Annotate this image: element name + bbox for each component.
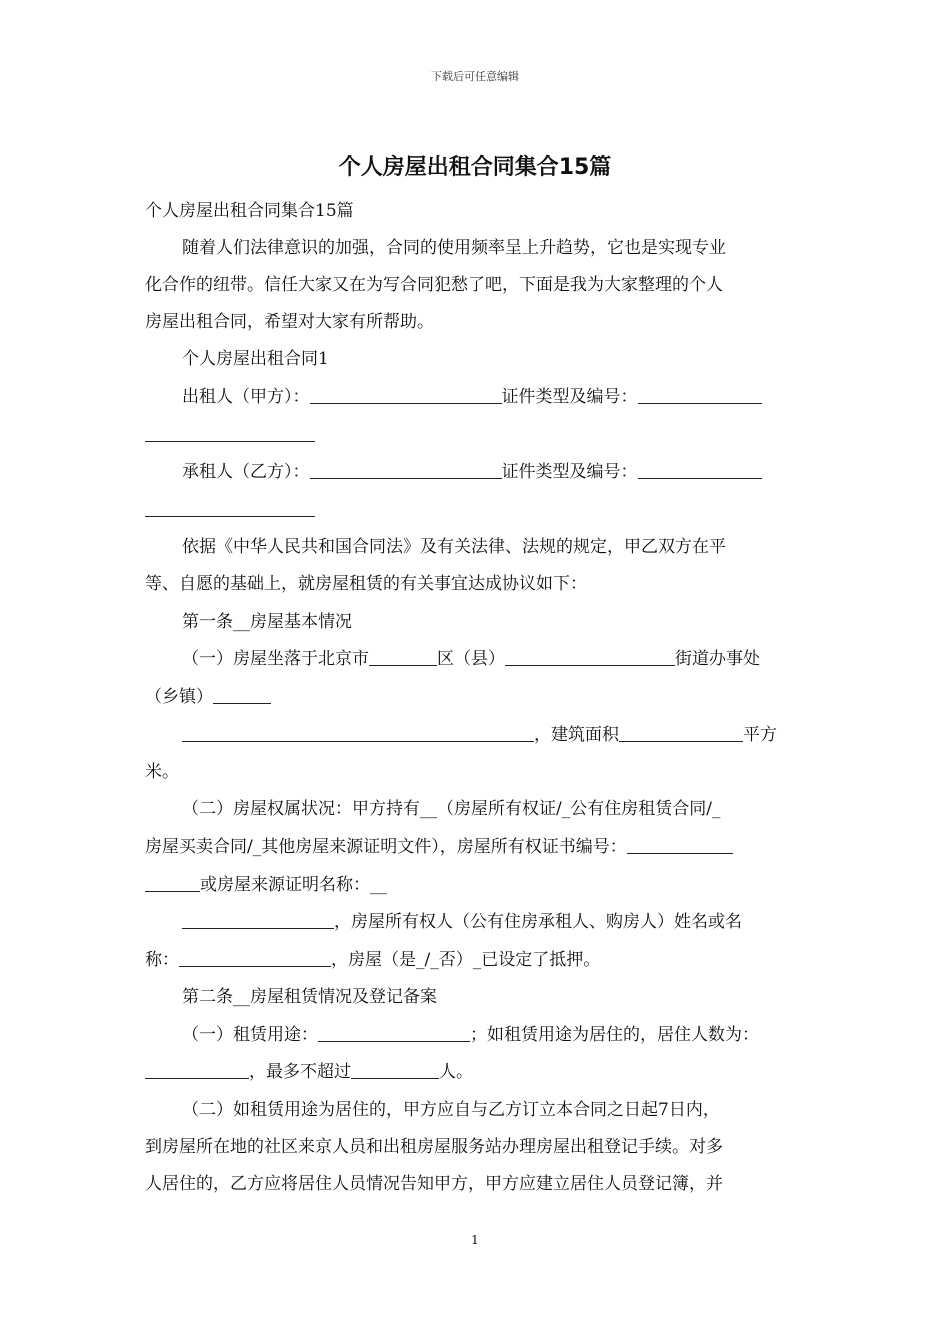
area-line [182, 722, 777, 748]
occupants-text: ，最多不超过 [249, 1062, 351, 1082]
ownership-text-2: 房屋买卖合同/_其他房屋来源证明文件），房屋所有权证书编号： [145, 837, 627, 857]
ownership-line-1: （二）房屋权属状况：甲方持有__（房屋所有权证/_公有住房租赁合同/_ [182, 799, 721, 819]
page-title: 个人房屋出租合同集合15篇 [338, 155, 612, 180]
ownership-text-4: ，房屋所有权人（公有住房承租人、购房人）姓名或名 [334, 912, 742, 932]
header-note: 下载后可任意编辑 [431, 70, 519, 83]
lessor-id-label: 证件类型及编号： [501, 387, 638, 407]
lessee-id-label: 证件类型及编号： [501, 462, 638, 482]
page-number: 1 [471, 1233, 479, 1247]
ownership-line-4 [182, 909, 742, 935]
lessor-label: 出租人（甲方）： [182, 387, 310, 407]
article1-heading: 第一条__房屋基本情况 [182, 612, 352, 632]
registration-line-2: 到房屋所在地的社区来京人员和出租房屋服务站办理房屋出租登记手续。对多 [145, 1137, 723, 1157]
ownership-text-5b: ，房屋（是_/_否）_已设定了抵押。 [331, 950, 601, 970]
street-blank [505, 649, 675, 666]
area-blank [619, 725, 743, 742]
subtitle: 个人房屋出租合同集合15篇 [145, 201, 354, 221]
registration-line-1: （二）如租赁用途为居住的，甲方应自与乙方订立本合同之日起7日内， [182, 1100, 720, 1120]
lessor-id-blank [638, 387, 762, 404]
certificate-number-blank-2 [145, 875, 200, 892]
basis-line-1: 依据《中华人民共和国合同法》及有关法律、法规的规定，甲乙双方在平 [182, 537, 726, 557]
area-text-b: 平方 [743, 725, 777, 745]
owner-name-blank-2 [179, 950, 331, 967]
use-text-a: （一）租赁用途： [182, 1025, 318, 1045]
use-text-b: ；如租赁用途为居住的，居住人数为： [470, 1025, 759, 1045]
lessee-name-blank [310, 462, 502, 479]
district-blank [369, 649, 437, 666]
registration-line-3: 人居住的，乙方应将居住人员情况告知甲方，甲方应建立居住人员登记簿，并 [145, 1174, 723, 1194]
ownership-line-5 [145, 947, 600, 973]
ownership-line-3 [145, 872, 387, 898]
lessor-line [182, 384, 762, 410]
intro-line-1: 随着人们法律意识的加强，合同的使用频率呈上升趋势，它也是实现专业 [182, 238, 726, 258]
lessor-id-blank-2 [145, 425, 315, 442]
address-blank [182, 725, 534, 742]
location-text-b: 区（县） [437, 649, 505, 669]
area-unit-line: 米。 [145, 762, 179, 782]
occupants-unit: 人。 [439, 1062, 473, 1082]
location-text-a: （一）房屋坐落于北京市 [182, 649, 369, 669]
occupants-line [145, 1059, 473, 1085]
township-blank [213, 687, 271, 704]
township-text: （乡镇） [145, 687, 213, 707]
area-text-a: ，建筑面积 [534, 725, 619, 745]
lessee-id-blank [638, 462, 762, 479]
use-blank [318, 1025, 470, 1042]
lessee-line [182, 459, 762, 485]
certificate-number-blank [627, 837, 733, 854]
ownership-text-3: 或房屋来源证明名称：__ [200, 875, 387, 895]
township-line [145, 684, 271, 710]
location-line [182, 646, 760, 672]
max-occupants-blank [351, 1062, 439, 1079]
lessee-id-blank-2 [145, 500, 315, 517]
contract-heading: 个人房屋出租合同1 [182, 349, 329, 369]
intro-line-2: 化合作的纽带。信任大家又在为写合同犯愁了吧，下面是我为大家整理的个人 [145, 275, 723, 295]
ownership-line-2 [145, 834, 733, 860]
lessor-id-continuation [145, 422, 315, 448]
ownership-text-5a: 称： [145, 950, 179, 970]
lessee-label: 承租人（乙方）： [182, 462, 310, 482]
basis-line-2: 等、自愿的基础上，就房屋租赁的有关事宜达成协议如下： [145, 574, 587, 594]
intro-line-3: 房屋出租合同，希望对大家有所帮助。 [145, 312, 434, 332]
occupants-blank [145, 1062, 249, 1079]
use-line [182, 1022, 759, 1048]
lessee-id-continuation [145, 497, 315, 523]
article2-heading: 第二条__房屋租赁情况及登记备案 [182, 987, 437, 1007]
location-text-c: 街道办事处 [675, 649, 760, 669]
lessor-name-blank [310, 387, 502, 404]
owner-name-blank [182, 912, 334, 929]
